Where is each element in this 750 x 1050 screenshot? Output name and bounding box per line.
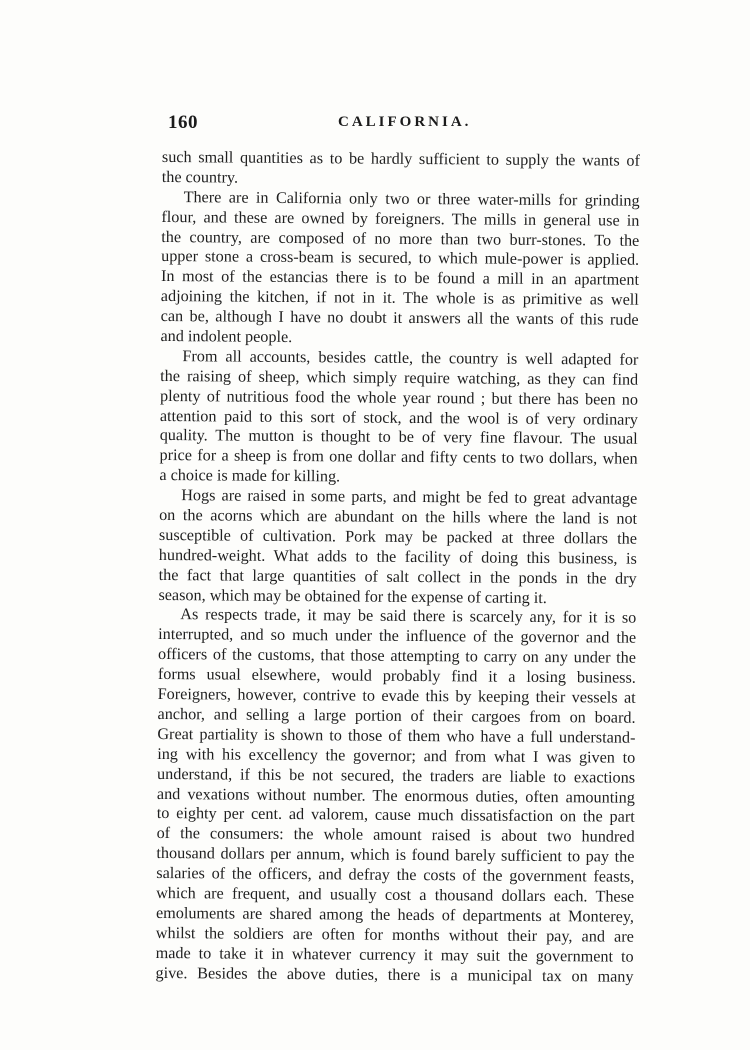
paragraph (159, 347, 638, 490)
text-line: made to take it in whatever currency it may suit the government to (155, 943, 634, 966)
text-line: the country, are composed of no more than two burr-stones. To the (161, 227, 640, 250)
text-line: thousand dollars per annum, which is found barely sufficient to pay the (156, 844, 635, 866)
text-line: As respects trade, it may be said there is scarcely any, for it is so (180, 605, 637, 628)
text-line: such small quantities as to be hardly sufficient to supply the wants of (161, 148, 640, 170)
text-line: to eighty per cent. ad valorem, cause much dissatisfaction on the part (156, 804, 635, 827)
text-line: a choice is made for killing. (159, 466, 341, 486)
text-line: understand, if this be not secured, the traders are liable to exactions (157, 764, 636, 787)
text-line: Great partiality is shown to those of them who have a full understand- (157, 724, 636, 747)
text-line: upper stone a cross-beam is secured, to which mule-power is applied. (161, 247, 640, 270)
text-line: of the consumers: the whole amount raised is about two hundred (156, 824, 635, 847)
body-text (155, 148, 640, 987)
text-line: price for a sheep is from one dollar and fifty cents to two dollars, when (159, 446, 638, 469)
text-line: There are in California only two or three water-mills for grinding (183, 187, 640, 210)
text-line: salaries of the officers, and defray the costs of the government feasts, (156, 864, 635, 886)
text-line: and vexations without number. The enormous duties, often amounting (156, 784, 635, 807)
text-line: attention paid to this sort of stock, and the wool is of very ordinary (159, 406, 638, 429)
text-line: Foreigners, however, contrive to evade this by keeping their vessels at (157, 685, 636, 707)
paragraph (162, 148, 640, 192)
text-line: ing with his excellency the governor; and from what I was given to (157, 744, 636, 767)
text-line: which are frequent, and usually cost a thousand dollars each. These (156, 883, 635, 906)
text-line: interrupted, and so much under the influence of the governor and the (158, 625, 637, 648)
text-line: season, which may be obtained for the expense of carting it. (158, 585, 547, 607)
running-title: CALIFORNIA. (338, 114, 472, 130)
text-line: the raising of sheep, which simply require watching, as they can find (160, 366, 639, 389)
text-line: susceptible of cultivation. Pork may be packed at three dollars the (158, 525, 638, 548)
text-line: officers of the customs, that those attempting to carry on any under the (157, 645, 637, 668)
text-line: plenty of nutritious food the whole year round ; but there has been no (159, 386, 639, 409)
text-line: In most of the estancias there is to be found a mill in an apartment (160, 267, 640, 290)
text-line: and indolent people. (160, 327, 293, 347)
text-line: give. Besides the above duties, there is a municipal tax on many (155, 963, 634, 986)
page-header (160, 112, 640, 138)
text-line: anchor, and selling a large portion of their cargoes from on board. (157, 704, 636, 727)
paragraph (155, 605, 636, 987)
text-line: From all accounts, besides cattle, the country is well adapted for (182, 347, 639, 369)
text-line: emoluments are shared among the heads of departments at Monterey, (155, 903, 635, 926)
paragraph (160, 188, 639, 351)
page-number: 160 (168, 112, 198, 133)
text-line: adjoining the kitchen, if not in it. The whole is as primitive as well (160, 287, 639, 309)
text-line: hundred-weight. What adds to the facility of doing this business, is (158, 545, 637, 568)
text-line: flour, and these are owned by foreigners. The mills in general use in (161, 207, 640, 230)
text-line: the fact that large quantities of salt collect in the ponds in the dry (158, 565, 637, 588)
text-line: the country. (161, 167, 239, 187)
text-line: on the acorns which are abundant on the hills where the land is not (159, 506, 638, 528)
text-line: can be, although I have no doubt it answers all the wants of this rude (160, 307, 639, 329)
text-line: forms usual elsewhere, would probably find it a losing business. (157, 665, 636, 687)
text-line: whilst the soldiers are often for months without their pay, and are (155, 923, 634, 946)
text-line: Hogs are raised in some parts, and might be fed to great advantage (181, 486, 638, 508)
paragraph (158, 486, 637, 609)
text-line: quality. The mutton is thought to be of very fine flavour. The usual (159, 426, 638, 449)
